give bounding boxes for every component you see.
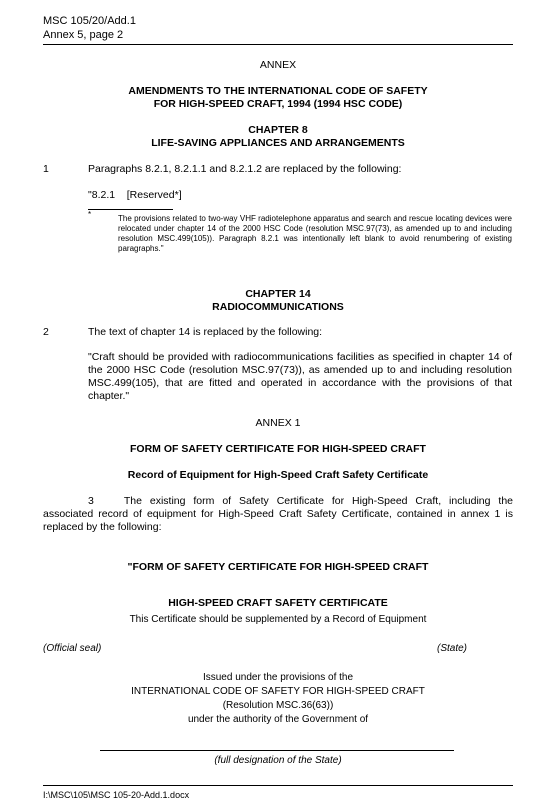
amendments-title-line-2: FOR HIGH-SPEED CRAFT, 1994 (1994 HSC CODE): [153, 98, 403, 110]
footnote-mark: *: [88, 210, 92, 219]
issued-line-4: under the authority of the Government of: [187, 714, 369, 725]
state-designation-line: [100, 750, 454, 751]
chapter-14-heading: CHAPTER 14: [245, 288, 311, 300]
state-label: (State): [437, 643, 468, 654]
official-seal-label: (Official seal): [43, 643, 102, 654]
issued-line-1: Issued under the provisions of the: [202, 672, 354, 683]
certificate-title: HIGH-SPEED CRAFT SAFETY CERTIFICATE: [168, 597, 388, 609]
chapter-14-subheading: RADIOCOMMUNICATIONS: [212, 301, 344, 313]
issued-line-2: INTERNATIONAL CODE OF SAFETY FOR HIGH-SPEED CRAFT: [131, 686, 425, 697]
footer-rule: [43, 785, 513, 786]
certificate-note: This Certificate should be supplemented by a Record of Equipment: [129, 614, 427, 625]
chapter-8-subheading: LIFE-SAVING APPLIANCES AND ARRANGEMENTS: [151, 137, 405, 149]
footnote-separator: [88, 209, 173, 210]
header-rule: [43, 44, 513, 45]
file-path: I:\MSC\105\MSC 105-20-Add.1.docx: [43, 790, 190, 800]
paragraph-3-text: [43, 495, 513, 534]
paragraph-2-quote: "Craft should be provided with radiocommunications facilities as specified in chapter 14 of the 2000 HSC Code (resolution MSC.97(73)), as amended up to and including resolution MSC.499(105), that are fitted and operated in accordance with the provisions of that chapter.": [88, 351, 512, 402]
paragraph-3-number: 3: [88, 495, 94, 507]
annex-1-title: ANNEX 1: [255, 417, 301, 429]
form-title-quoted: "FORM OF SAFETY CERTIFICATE FOR HIGH-SPEED CRAFT: [127, 561, 429, 573]
chapter-8-heading: CHAPTER 8: [248, 124, 308, 136]
annex-title: ANNEX: [259, 59, 297, 71]
paragraph-1-quote: "8.2.1 [Reserved*]: [88, 189, 182, 201]
page-reference: Annex 5, page 2: [43, 29, 124, 41]
document-reference: MSC 105/20/Add.1: [43, 15, 136, 27]
paragraph-3-body: The existing form of Safety Certificate for High-Speed Craft, including the associated record of equipment for High-Speed Craft Safety Certificate, contained in annex 1 is replaced by the following:: [43, 495, 513, 533]
state-designation-label: (full designation of the State): [214, 755, 342, 766]
paragraph-1-text: Paragraphs 8.2.1, 8.2.1.1 and 8.2.1.2 are replaced by the following:: [88, 163, 402, 175]
form-title: FORM OF SAFETY CERTIFICATE FOR HIGH-SPEED CRAFT: [130, 443, 426, 455]
issued-line-3: (Resolution MSC.36(63)): [222, 700, 334, 711]
amendments-title-line-1: AMENDMENTS TO THE INTERNATIONAL CODE OF SAFETY: [128, 85, 428, 97]
record-title: Record of Equipment for High-Speed Craft Safety Certificate: [127, 469, 429, 481]
paragraph-2-number: 2: [43, 326, 49, 338]
footnote-text: The provisions related to two-way VHF radiotelephone apparatus and search and rescue locating devices were relocated under chapter 14 of the 2000 HSC Code (resolution MSC.97(73), as amended up to and including resolution MSC.499(105)). Paragraph 8.2.1 was intentionally left blank to avoid renumbering of existing paragraphs.": [118, 214, 512, 253]
paragraph-1-number: 1: [43, 163, 49, 175]
paragraph-2-text: The text of chapter 14 is replaced by the following:: [88, 326, 323, 338]
